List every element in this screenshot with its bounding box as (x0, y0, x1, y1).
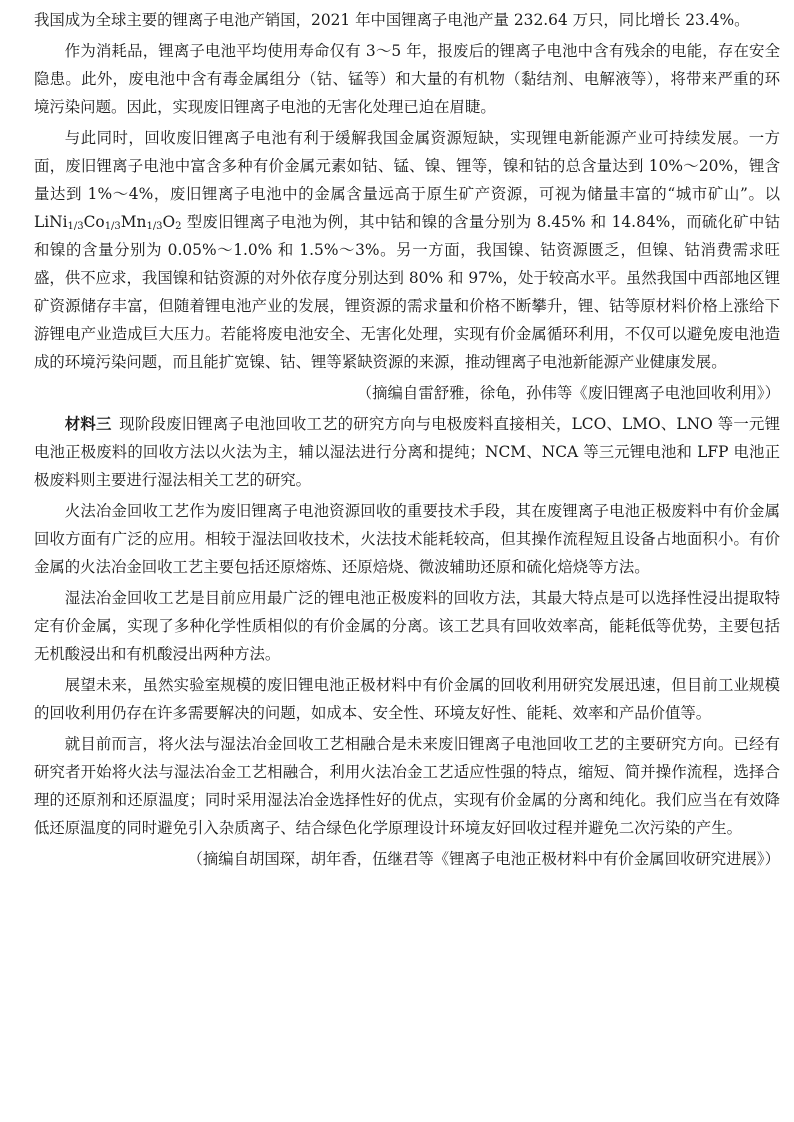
material3-text: 现阶段废旧锂离子电池回收工艺的研究方向与电极废料直接相关，LCO、LMO、LNO 等一元锂电池正极废料的回收方法以火法为主，辅以湿法进行分离和提纯；NCM、NCA 等三元锂电池和 LFP 电池正极废料则主要进行湿法相关工艺的研究。 (34, 415, 780, 489)
source-citation-material3: （摘编自胡国琛，胡年香，伍继君等《锂离子电池正极材料中有价金属回收研究进展》） (187, 850, 780, 868)
paragraph-outlook: 展望未来，虽然实验室规模的废旧锂电池正极材料中有价金属的回收利用研究发展迅速，但目前工业规模的回收利用仍存在许多需要解决的问题，如成本、安全性、环境友好性、能耗、效率和产品价值等。 (34, 676, 780, 722)
formula-mn: Mn (120, 213, 147, 231)
paragraph-safety-hazard: 作为消耗品，锂离子电池平均使用寿命仅有 3～5 年，报废后的锂离子电池中含有残余的电能，存在安全隐患。此外，废电池中含有毒金属组分（钴、锰等）和大量的有机物（黏结剂、电解液等），将带来严重的环境污染问题。因此，实现废旧锂离子电池的无害化处理已迫在眉睫。 (34, 42, 780, 116)
material3-paragraph (34, 410, 780, 494)
paragraph-combined-process: 就目前而言，将火法与湿法冶金回收工艺相融合是未来废旧锂离子电池回收工艺的主要研究方向。已经有研究者开始将火法与湿法冶金工艺相融合，利用火法冶金工艺适应性强的特点，缩短、简并操作流程，选择合理的还原剂和还原温度；同时采用湿法冶金选择性好的优点，实现有价金属的分离和纯化。我们应当在有效降低还原温度的同时避免引入杂质离子、结合绿色化学原理设计环境友好回收过程并避免二次污染的产生。 (34, 735, 780, 837)
formula-sub-co: 1/3 (104, 221, 121, 232)
paragraph-resource-recovery (34, 124, 780, 376)
chemical-formula (34, 213, 182, 231)
paragraph-resource-recovery-part1: 与此同时，回收废旧锂离子电池有利于缓解我国金属资源短缺，实现锂电新能源产业可持续发展。一方面，废旧锂离子电池中富含多种有价金属元素如钴、锰、镍、锂等，镍和钴的总含量达到 10%～20%，锂含量达到 1%～4%，废旧锂离子电池中的金属含量远高于原生矿产资源，可视为储量丰富的“城市矿山”。以 (34, 129, 780, 203)
formula-co: Co (83, 213, 105, 231)
document-page (34, 6, 780, 876)
paragraph-pyrometallurgy: 火法冶金回收工艺作为废旧锂离子电池资源回收的重要技术手段，其在废锂离子电池正极废料中有价金属回收方面有广泛的应用。相较于湿法回收技术，火法技术能耗较高，但其操作流程短且设备占地面积小。有价金属的火法冶金回收工艺主要包括还原熔炼、还原焙烧、微波辅助还原和硫化焙烧等方法。 (34, 502, 780, 576)
source-citation-material2: （摘编自雷舒雅，徐龟，孙伟等《废旧锂离子电池回收利用》） (356, 384, 780, 402)
paragraph-battery-production: 我国成为全球主要的锂离子电池产销国，2021 年中国锂离子电池产量 232.64 万只，同比增长 23.4%。 (34, 11, 750, 29)
formula-lini: LiNi (34, 213, 68, 231)
paragraph-resource-recovery-part2: 型废旧锂离子电池为例，其中钴和镍的含量分别为 8.45% 和 14.84%，而硫化矿中钴和镍的含量分别为 0.05%～1.0% 和 1.5%～3%。另一方面，我国镍、钴资源匮乏，但镍、钴消费需求旺盛，供不应求，我国镍和钴资源的对外依存度分别达到 80% 和 97%，处于较高水平。虽然我国中西部地区锂矿资源储存丰富，但随着锂电池产业的发展，锂资源的需求量和价格不断攀升，锂、钴等原材料价格上涨给下游锂电产业造成巨大压力。若能将废电池安全、无害化处理，实现有价金属循环利用，不仅可以避免废电池造成的环境污染问题，而且能扩宽镍、钴、锂等紧缺资源的来源，推动锂离子电池新能源产业健康发展。 (34, 213, 780, 371)
formula-sub-o: 2 (175, 221, 182, 232)
paragraph-hydrometallurgy: 湿法冶金回收工艺是目前应用最广泛的锂电池正极废料的回收方法，其最大特点是可以选择性浸出提取特定有价金属，实现了多种化学性质相似的有价金属的分离。该工艺具有回收效率高，能耗低等优势，主要包括无机酸浸出和有机酸浸出两种方法。 (34, 589, 780, 663)
formula-o: O (162, 213, 176, 231)
formula-sub-ni: 1/3 (67, 221, 84, 232)
material3-label: 材料三 (64, 415, 112, 433)
formula-sub-mn: 1/3 (146, 221, 163, 232)
